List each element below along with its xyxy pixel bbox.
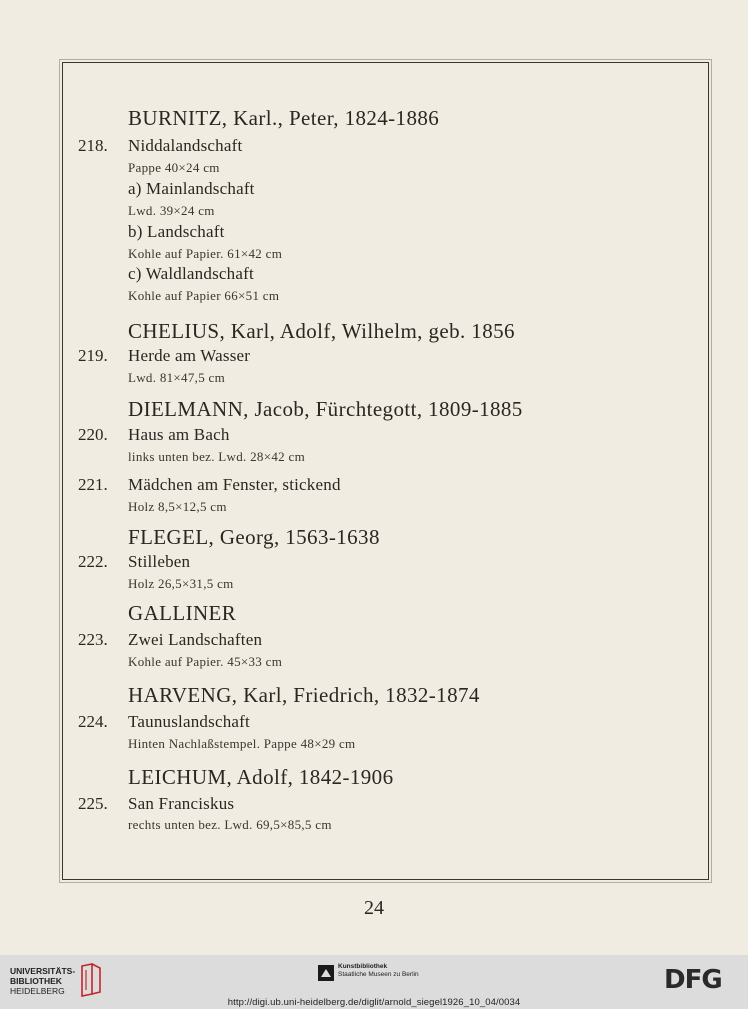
entry-detail: Holz 8,5×12,5 cm bbox=[128, 499, 227, 514]
university-line-1: UNIVERSITÄTS- bbox=[10, 966, 76, 976]
entry-detail: links unten bez. Lwd. 28×42 cm bbox=[128, 449, 305, 464]
university-library-logo-icon[interactable] bbox=[78, 962, 102, 998]
entry-number: 220. bbox=[78, 425, 108, 444]
page-url[interactable]: http://digi.ub.uni-heidelberg.de/diglit/arnold_siegel1926_10_04/0034 bbox=[227, 997, 521, 1008]
entry-detail: Kohle auf Papier 66×51 cm bbox=[128, 288, 280, 303]
artist-heading: BURNITZ, Karl., Peter, 1824-1886 bbox=[128, 106, 440, 130]
entry-detail: Pappe 40×24 cm bbox=[128, 160, 220, 175]
kunstbibliothek-logo-icon[interactable] bbox=[318, 965, 334, 981]
entry-detail: Hinten Nachlaßstempel. Pappe 48×29 cm bbox=[128, 736, 356, 751]
entry-number: 222. bbox=[78, 552, 108, 571]
entry-detail: Lwd. 39×24 cm bbox=[128, 203, 215, 218]
entry-number: 223. bbox=[78, 630, 108, 649]
entry-title: a) Mainlandschaft bbox=[128, 179, 255, 198]
entry-detail: Kohle auf Papier. 45×33 cm bbox=[128, 654, 283, 669]
artist-heading: DIELMANN, Jacob, Fürchtegott, 1809-1885 bbox=[128, 397, 523, 421]
entry-number: 225. bbox=[78, 794, 108, 813]
entry-title: Herde am Wasser bbox=[128, 346, 251, 365]
entry-title: Taunuslandschaft bbox=[128, 712, 250, 731]
entry-detail: Holz 26,5×31,5 cm bbox=[128, 576, 234, 591]
artist-heading: HARVENG, Karl, Friedrich, 1832-1874 bbox=[128, 683, 480, 707]
entry-number: 219. bbox=[78, 346, 108, 365]
entry-title: Zwei Landschaften bbox=[128, 630, 263, 649]
entry-number: 224. bbox=[78, 712, 108, 731]
entry-title: Haus am Bach bbox=[128, 425, 230, 444]
artist-heading: CHELIUS, Karl, Adolf, Wilhelm, geb. 1856 bbox=[128, 319, 515, 343]
artist-heading: GALLINER bbox=[128, 601, 237, 625]
entry-detail: rechts unten bez. Lwd. 69,5×85,5 cm bbox=[128, 817, 332, 832]
entry-detail: Lwd. 81×47,5 cm bbox=[128, 370, 226, 385]
entry-title: b) Landschaft bbox=[128, 222, 225, 241]
university-line-3: HEIDELBERG bbox=[10, 986, 65, 996]
university-library-name[interactable] bbox=[10, 966, 75, 996]
artist-heading: FLEGEL, Georg, 1563-1638 bbox=[128, 525, 380, 549]
artist-heading: LEICHUM, Adolf, 1842-1906 bbox=[128, 765, 394, 789]
entry-title: Niddalandschaft bbox=[128, 136, 243, 155]
entry-title: c) Waldlandschaft bbox=[128, 264, 254, 283]
entry-number: 218. bbox=[78, 136, 108, 155]
kunstbibliothek-line-2: Staatliche Museen zu Berlin bbox=[338, 971, 419, 978]
viewer-footer bbox=[0, 955, 748, 1009]
page-number: 24 bbox=[364, 897, 384, 919]
kunstbibliothek-name[interactable] bbox=[338, 963, 419, 979]
kunstbibliothek-line-1: Kunstbibliothek bbox=[338, 963, 388, 970]
entry-title: San Franciskus bbox=[128, 794, 235, 813]
entry-detail: Kohle auf Papier. 61×42 cm bbox=[128, 246, 283, 261]
entry-title: Mädchen am Fenster, stickend bbox=[128, 475, 341, 494]
entry-title: Stilleben bbox=[128, 552, 191, 571]
university-line-2: BIBLIOTHEK bbox=[10, 976, 62, 986]
entry-number: 221. bbox=[78, 475, 108, 494]
dfg-logo[interactable]: DFG bbox=[664, 965, 722, 995]
